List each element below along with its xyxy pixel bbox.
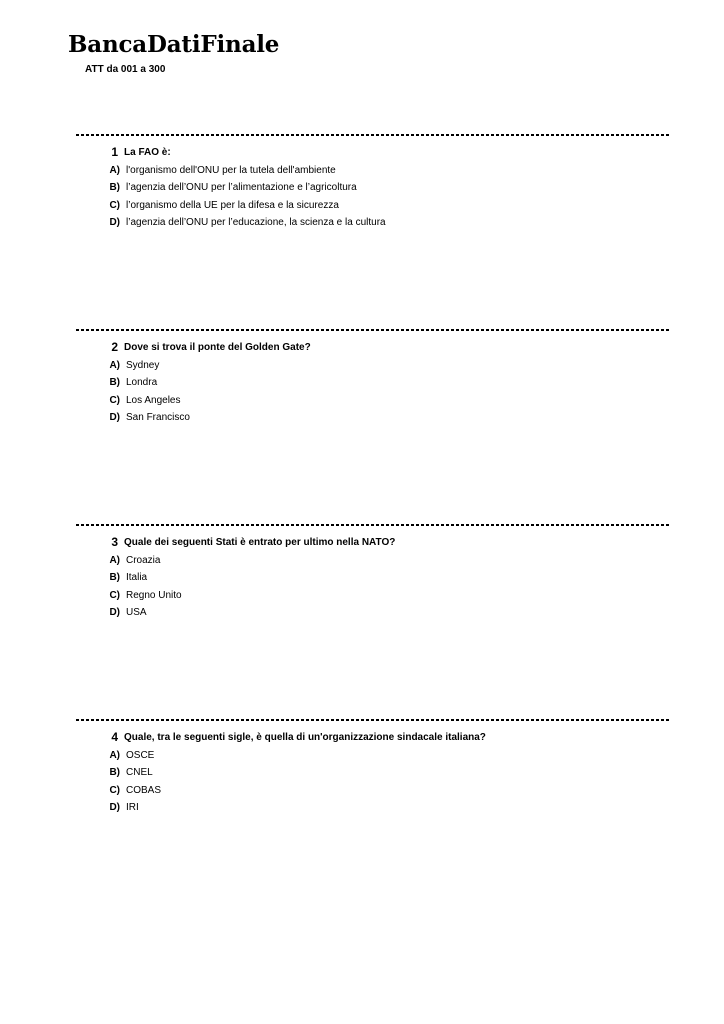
answer-list [76,747,669,816]
answer-text: l’agenzia dell’ONU per l’alimentazione e l’agricoltura [126,182,357,194]
question-header [76,144,669,162]
answer-option [76,409,669,426]
answer-list [76,552,669,621]
answer-text: l'organismo dell'ONU per la tutela dell'ambiente [126,165,336,176]
answer-text: l’agenzia dell’ONU per l’educazione, la scienza e la cultura [126,216,386,228]
answer-letter: C) [109,394,120,406]
answer-option [76,374,669,391]
answer-list [76,162,669,231]
answer-option [76,357,669,374]
question-text: La FAO è: [124,147,171,158]
dashed-separator [76,134,669,136]
dashed-separator [76,524,669,526]
question-header [76,339,669,357]
answer-letter: B) [109,572,120,584]
answer-text: l’organismo della UE per la difesa e la sicurezza [126,199,339,211]
answer-text: Los Angeles [126,394,181,406]
question-number: 1 [111,145,118,159]
answer-option [76,604,669,621]
answer-text: OSCE [126,750,155,761]
answer-option [76,552,669,569]
answer-text: USA [126,606,147,618]
answer-option [76,747,669,764]
answer-letter: B) [109,767,120,779]
answer-text: Croazia [126,555,161,566]
document-title: BancaDatiFinale [68,31,280,58]
answer-option [76,214,669,231]
answer-letter: A) [109,360,120,371]
question-text: Quale, tra le seguenti sigle, è quella di un'organizzazione sindacale italiana? [124,732,486,743]
question-block [76,719,669,816]
answer-letter: D) [109,216,120,228]
answer-letter: A) [109,750,120,761]
answer-letter: C) [109,784,120,796]
answer-letter: D) [109,801,120,813]
question-text: Dove si trova il ponte del Golden Gate? [124,342,311,353]
answer-text: Sydney [126,360,160,371]
answer-option [76,162,669,179]
answer-list [76,357,669,426]
answer-letter: C) [109,199,120,211]
question-header [76,534,669,552]
answer-option [76,764,669,781]
question-block [76,134,669,231]
dashed-separator [76,719,669,721]
answer-text: IRI [126,801,139,813]
question-block [76,524,669,621]
answer-letter: A) [109,165,120,176]
question-header [76,729,669,747]
question-text: Quale dei seguenti Stati è entrato per ultimo nella NATO? [124,537,396,548]
answer-letter: A) [109,555,120,566]
answer-letter: B) [109,377,120,389]
question-number: 3 [111,535,118,549]
answer-option [76,569,669,586]
answer-option [76,587,669,604]
answer-text: CNEL [126,767,153,779]
answer-option [76,197,669,214]
answer-option [76,782,669,799]
question-block [76,329,669,426]
answer-letter: C) [109,589,120,601]
document-subtitle: ATT da 001 a 300 [85,64,166,75]
question-number: 2 [111,340,118,354]
answer-text: Italia [126,572,148,584]
answer-option [76,799,669,816]
answer-letter: B) [109,182,120,194]
answer-text: COBAS [126,784,162,796]
answer-option [76,179,669,196]
answer-option [76,392,669,409]
question-number: 4 [111,730,118,744]
answer-text: Londra [126,377,158,389]
answer-text: Regno Unito [126,589,182,601]
answer-letter: D) [109,411,120,423]
dashed-separator [76,329,669,331]
answer-letter: D) [109,606,120,618]
answer-text: San Francisco [126,411,190,423]
